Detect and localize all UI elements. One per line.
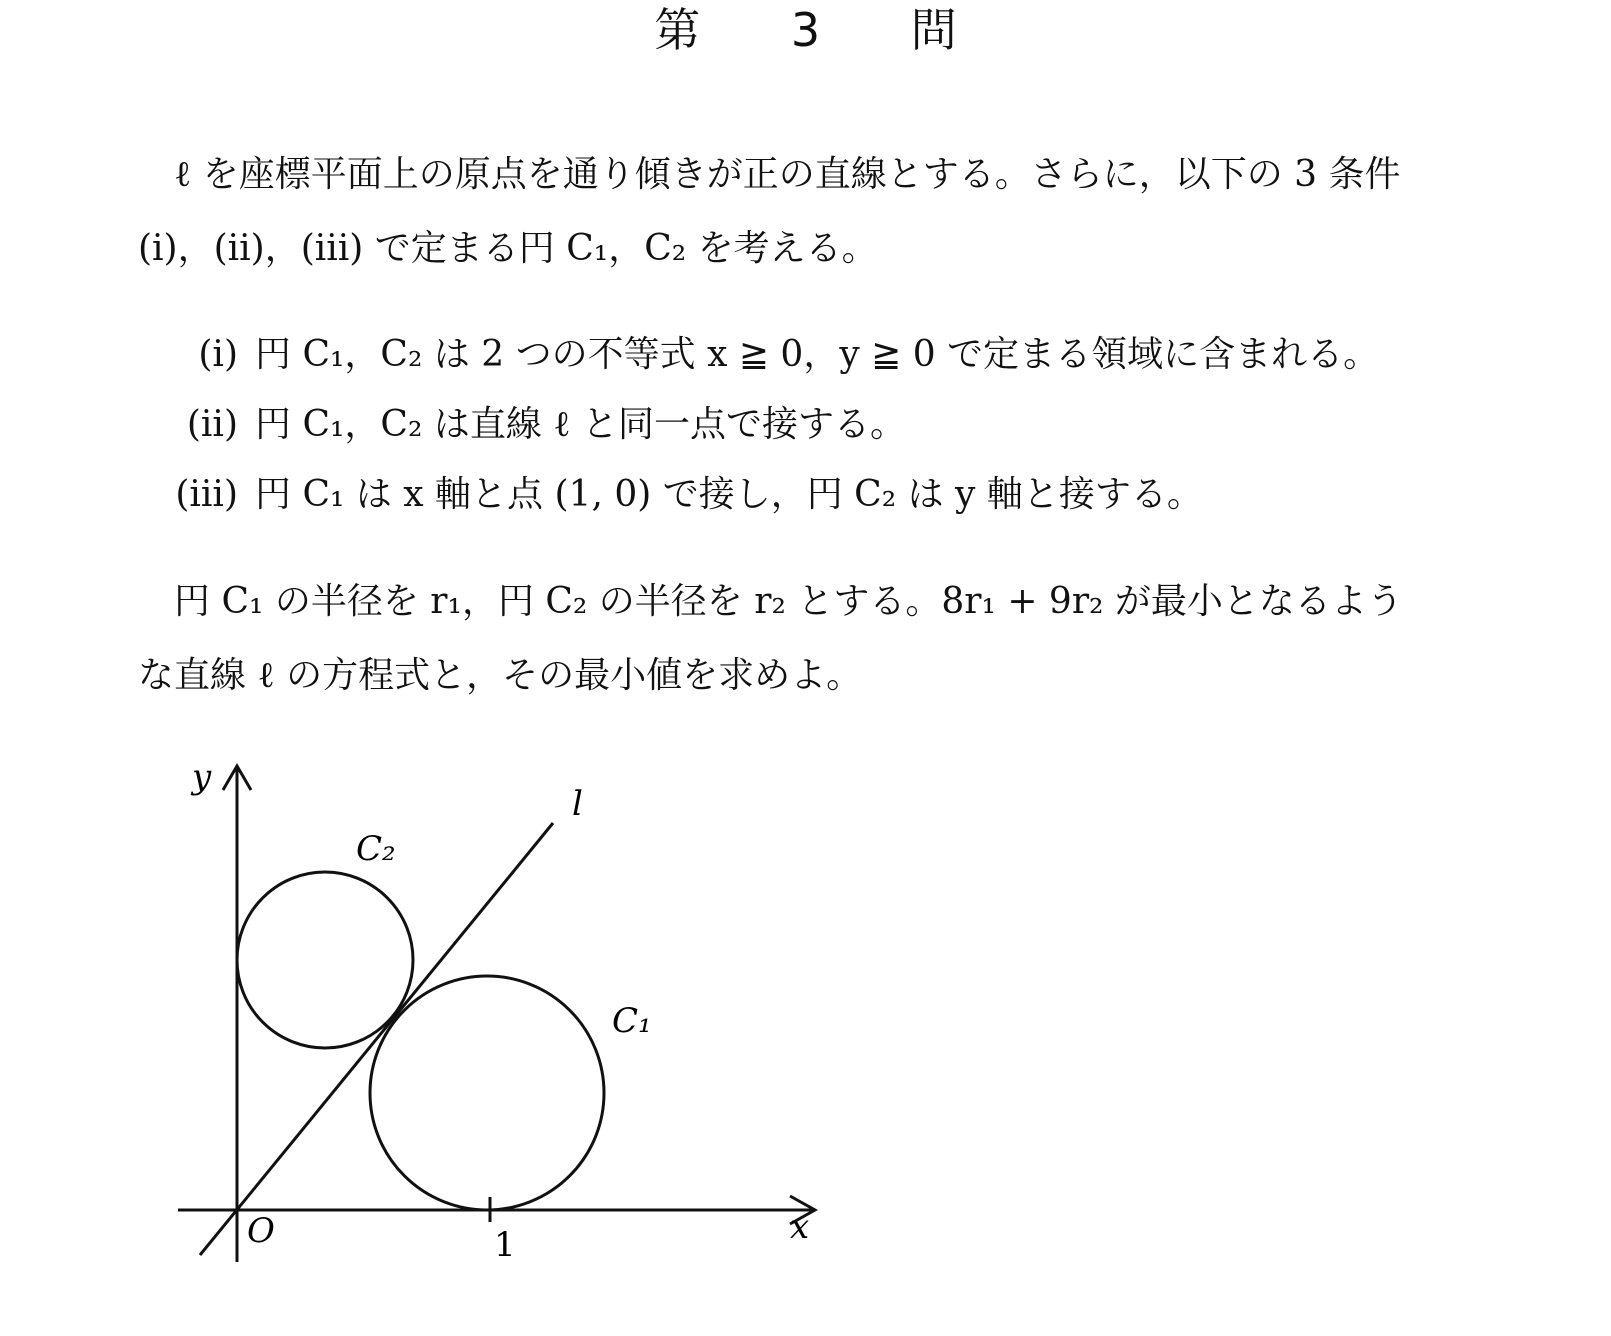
intro-line-2: (i)，(ii)，(iii) で定まる円 C₁，C₂ を考える。 (138, 228, 878, 269)
circle-c2-label: C₂ (356, 829, 396, 869)
title-char-number: 3 (790, 3, 821, 57)
condition-text: 円 C₁ は x 軸と点 (1, 0) で接し，円 C₂ は y 軸と接する。 (255, 474, 1203, 515)
x-axis-label: x (790, 1207, 810, 1247)
condition-label: (i) (198, 334, 238, 375)
y-axis-label: y (192, 757, 212, 797)
title-char-dai: 第 (654, 3, 701, 57)
condition-label: (ii) (186, 404, 238, 445)
circle-c1 (370, 976, 604, 1210)
line-l-label: l (572, 784, 583, 824)
condition-label: (iii) (175, 474, 238, 515)
title-char-mon: 問 (910, 3, 957, 57)
condition-text: 円 C₁，C₂ は 2 つの不等式 x ≧ 0，y ≧ 0 で定まる領域に含まれる。 (255, 334, 1380, 375)
origin-label: O (247, 1211, 275, 1251)
x-tick-label-1: 1 (494, 1225, 516, 1265)
question-line-1: 円 C₁ の半径を r₁，円 C₂ の半径を r₂ とする。8r₁ + 9r₂ が最小となるよう (174, 581, 1403, 622)
condition-text: 円 C₁，C₂ は直線 ℓ と同一点で接する。 (255, 404, 906, 445)
intro-line-1: ℓ を座標平面上の原点を通り傾きが正の直線とする。さらに，以下の 3 条件 (174, 154, 1401, 195)
circle-c2 (237, 872, 413, 1048)
question-line-2: な直線 ℓ の方程式と，その最小値を求めよ。 (138, 655, 863, 696)
circle-c1-label: C₁ (612, 1001, 652, 1041)
